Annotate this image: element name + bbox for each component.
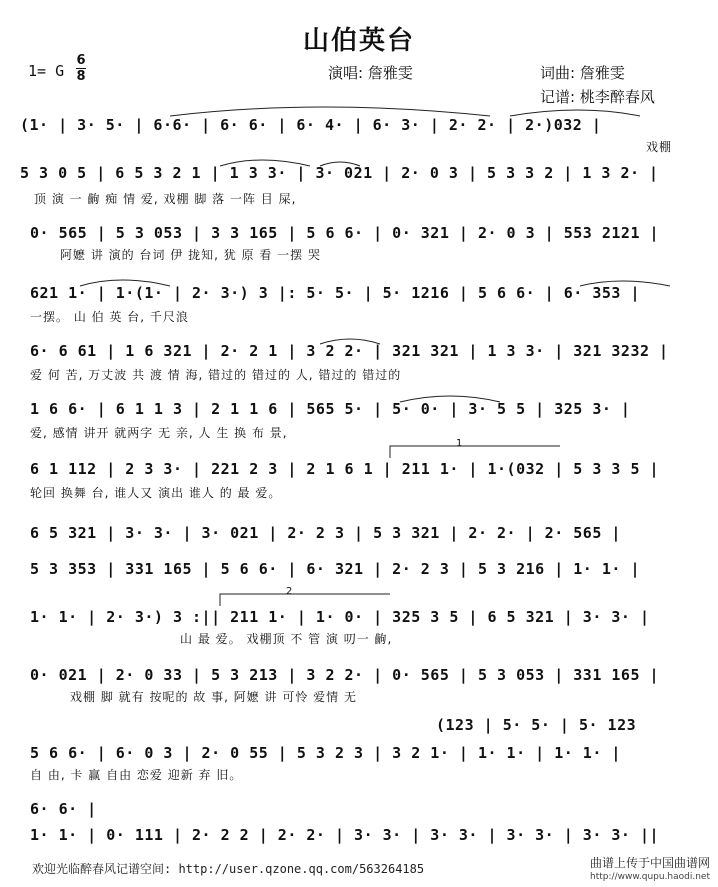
notes-line: 1· 1· | 2· 3·) 3 :|| 211 1· | 1· 0· | 325 3 5 | 6 5 321 | 3· 3· | <box>30 608 650 626</box>
transcriber-name: 桃李醉春风 <box>579 88 655 106</box>
notes-line: 5 6 6· | 6· 0 3 | 2· 0 55 | 5 3 2 3 | 3 2 1· | 1· 1· | 1· 1· | <box>30 744 621 762</box>
singer-label: 演唱: <box>328 64 364 82</box>
lyricist-credit <box>540 62 625 83</box>
footer-site <box>590 856 710 884</box>
notes-line: 0· 021 | 2· 0 33 | 5 3 213 | 3 2 2· | 0· 565 | 5 3 053 | 331 165 | <box>30 666 660 684</box>
notes-line: 6· 6· | <box>30 800 97 818</box>
time-signature <box>76 54 86 83</box>
key-signature: 1= G <box>28 62 65 80</box>
time-signature-bottom: 8 <box>76 69 86 84</box>
volta-bracket-1 <box>20 442 696 460</box>
volta-bracket-2 <box>20 590 696 608</box>
volta-number-1: 1 <box>456 438 463 449</box>
lyrics-line: 一摆。 山 伯 英 台, 千尺浪 <box>30 310 189 324</box>
notes-line: (123 | 5· 5· | 5· 123 <box>436 716 637 734</box>
lyrics-line: 山 最 爱。 戏棚顶 不 管 演 叨一 齣, <box>180 632 393 646</box>
lyrics-line: 轮回 换舞 台, 谁人又 演出 谁人 的 最 爱。 <box>30 486 282 500</box>
lyrics-line: 爱 何 苦, 万丈波 共 渡 情 海, 错过的 错过的 人, 错过的 错过的 <box>30 368 402 382</box>
notes-line: 621 1· | 1·(1· | 2· 3·) 3 |: 5· 5· | 5· 1216 | 5 6 6· | 6· 353 | <box>30 284 640 302</box>
volta-number-2: 2 <box>286 586 293 597</box>
transcriber-label: 记谱: <box>540 88 576 106</box>
notes-line: (1· | 3· 5· | 6·6· | 6· 6· | 6· 4· | 6· 3· | 2· 2· | 2·)032 | <box>20 116 602 134</box>
notes-line: 1 6 6· | 6 1 1 3 | 2 1 1 6 | 565 5· | 5· 0· | 3· 5 5 | 325 3· | <box>30 400 631 418</box>
footer-site-url: http://www.qupu.haodi.net <box>590 872 710 882</box>
lyrics-line: 顶 演 一 齣 痴 情 爱, 戏棚 脚 落 一阵 目 屎, <box>34 192 297 206</box>
footer-credit: 欢迎光临醉春风记谱空间: http://user.qzone.qq.com/563264185 <box>32 862 425 876</box>
page-title: 山伯英台 <box>302 26 415 56</box>
lyrics-line: 自 由, 卡 赢 自由 恋爱 迎新 弃 旧。 <box>30 768 243 782</box>
notes-line: 1· 1· | 0· 111 | 2· 2 2 | 2· 2· | 3· 3· | 3· 3· | 3· 3· | 3· 3· || <box>30 826 660 844</box>
notes-line: 6· 6 61 | 1 6 321 | 2· 2 1 | 3 2 2· | 321 321 | 1 3 3· | 321 3232 | <box>30 342 669 360</box>
lyricist-name: 詹雅雯 <box>579 64 625 82</box>
lyrics-line: 阿嬷 讲 演的 台词 伊 拢知, 犹 原 看 一摆 哭 <box>60 248 321 262</box>
notes-line: 6 1 112 | 2 3 3· | 221 2 3 | 2 1 6 1 | 211 1· | 1·(032 | 5 3 3 5 | <box>30 460 660 478</box>
lyrics-line: 戏棚 <box>646 140 673 154</box>
lyrics-line: 戏棚 脚 就有 按呢的 故 事, 阿嬷 讲 可怜 爱情 无 <box>70 690 357 704</box>
notes-line: 0· 565 | 5 3 053 | 3 3 165 | 5 6 6· | 0· 321 | 2· 0 3 | 553 2121 | <box>30 224 660 242</box>
singer-name: 詹雅雯 <box>367 64 413 82</box>
footer-site-name: 曲谱上传于中国曲谱网 <box>589 856 710 870</box>
lyrics-line: 爱, 感情 讲开 就两字 无 亲, 人 生 换 布 景, <box>30 426 288 440</box>
notes-line: 5 3 353 | 331 165 | 5 6 6· | 6· 321 | 2· 2 3 | 5 3 216 | 1· 1· | <box>30 560 640 578</box>
notes-line: 5 3 0 5 | 6 5 3 2 1 | 1 3 3· | 3· 021 | 2· 0 3 | 5 3 3 2 | 1 3 2· | <box>20 164 659 182</box>
time-signature-top: 6 <box>76 53 86 68</box>
singer-credit <box>328 62 413 83</box>
notes-line: 6 5 321 | 3· 3· | 3· 021 | 2· 2 3 | 5 3 321 | 2· 2· | 2· 565 | <box>30 524 621 542</box>
lyricist-label: 词曲: <box>540 64 576 82</box>
